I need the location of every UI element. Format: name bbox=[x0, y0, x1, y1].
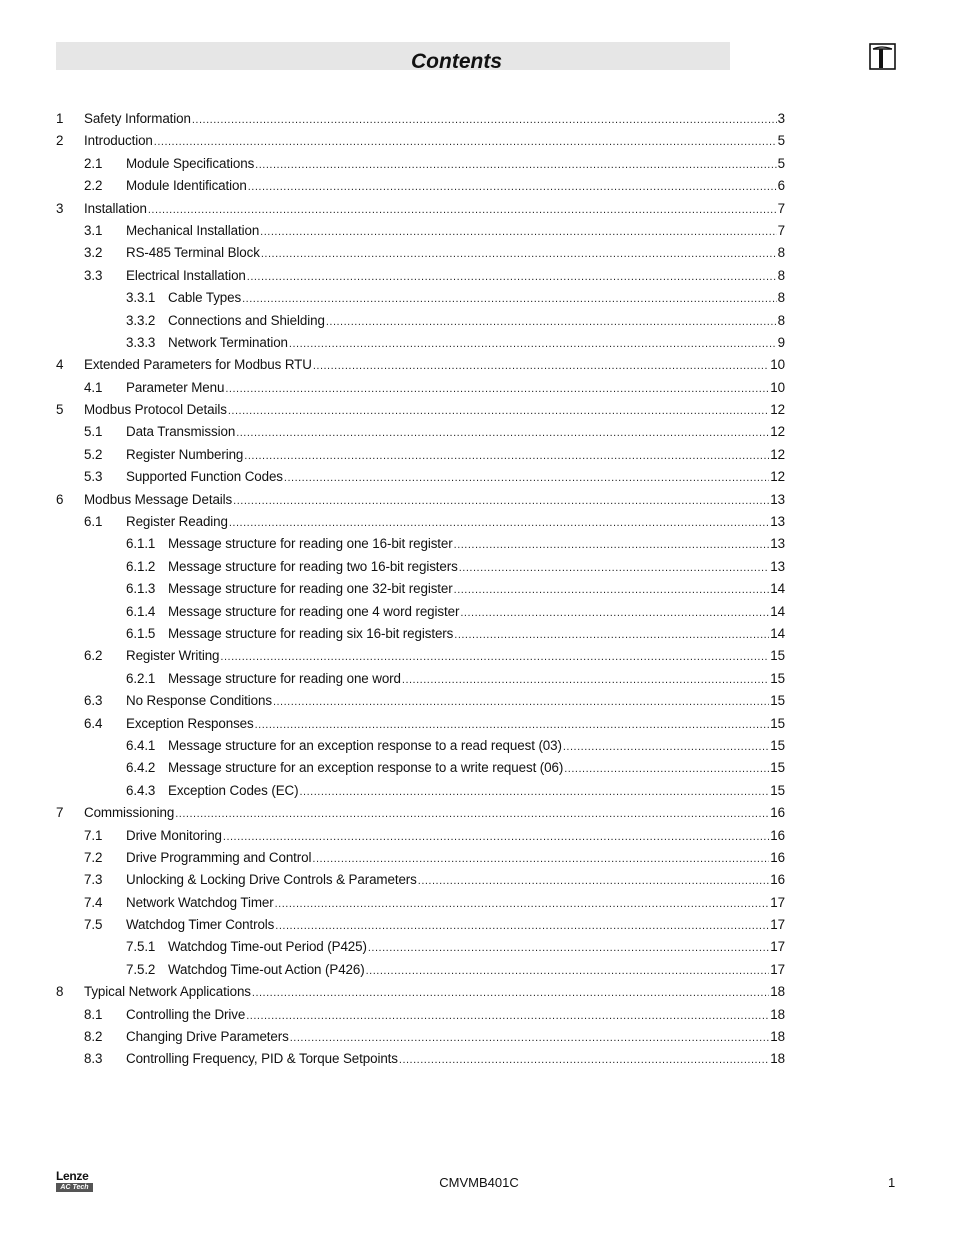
toc-entry[interactable] bbox=[56, 242, 785, 264]
toc-entry[interactable] bbox=[56, 332, 785, 354]
toc-entry-page: 7 bbox=[777, 200, 785, 216]
toc-entry[interactable] bbox=[56, 533, 785, 555]
toc-entry-line bbox=[126, 713, 785, 736]
toc-entry-number: 3 bbox=[56, 200, 64, 216]
toc-entry-title: Drive Programming and Control bbox=[126, 849, 312, 865]
toc-entry-page: 5 bbox=[777, 133, 785, 149]
toc-entry-page: 18 bbox=[770, 1029, 785, 1045]
logo-name: Lenze bbox=[56, 1169, 89, 1183]
toc-entry-number: 3.3.3 bbox=[126, 334, 156, 350]
toc-entry-page: 12 bbox=[770, 469, 785, 485]
toc-entry-number: 3.3.2 bbox=[126, 312, 156, 328]
dot-leader bbox=[275, 893, 770, 915]
toc-entry-number: 3.1 bbox=[84, 222, 103, 238]
toc-entry-number: 6 bbox=[56, 491, 64, 507]
toc-entry[interactable] bbox=[56, 713, 785, 735]
toc-entry-number: 4.1 bbox=[84, 379, 103, 395]
toc-entry-number: 2.2 bbox=[84, 178, 103, 194]
toc-entry-title: Supported Function Codes bbox=[126, 469, 283, 485]
toc-entry-number: 8.3 bbox=[84, 1051, 103, 1067]
dot-leader bbox=[192, 109, 777, 131]
toc-entry-number: 6.2.1 bbox=[126, 670, 156, 686]
toc-entry[interactable] bbox=[56, 220, 785, 242]
toc-entry-title: Message structure for reading one 4 word register bbox=[168, 603, 460, 619]
toc-entry-title: Network Termination bbox=[168, 334, 288, 350]
toc-entry-line bbox=[126, 421, 785, 444]
toc-entry[interactable] bbox=[56, 489, 785, 511]
toc-entry-title: Unlocking & Locking Drive Controls & Parameters bbox=[126, 872, 417, 888]
dot-leader bbox=[246, 1005, 769, 1027]
toc-entry-title: Cable Types bbox=[168, 290, 242, 306]
toc-entry-page: 12 bbox=[770, 424, 785, 440]
toc-entry[interactable] bbox=[56, 556, 785, 578]
toc-entry-title: Message structure for an exception response to a read request (03) bbox=[168, 737, 562, 753]
toc-entry[interactable] bbox=[56, 690, 785, 712]
dot-leader bbox=[228, 400, 769, 422]
toc-entry-number: 3.3 bbox=[84, 267, 103, 283]
toc-entry-page: 14 bbox=[770, 603, 785, 619]
toc-entry-line bbox=[168, 668, 785, 691]
toc-entry[interactable] bbox=[56, 1004, 785, 1026]
toc-entry-number: 6.4 bbox=[84, 715, 103, 731]
toc-entry-page: 13 bbox=[770, 491, 785, 507]
toc-entry[interactable] bbox=[56, 175, 785, 197]
toc-entry[interactable] bbox=[56, 735, 785, 757]
dot-leader bbox=[273, 691, 769, 713]
toc-entry-page: 16 bbox=[770, 805, 785, 821]
toc-entry-title: RS-485 Terminal Block bbox=[126, 245, 260, 261]
dot-leader bbox=[154, 131, 777, 153]
dot-leader bbox=[368, 937, 769, 959]
toc-entry-title: Watchdog Timer Controls bbox=[126, 917, 275, 933]
toc-entry-line bbox=[168, 936, 785, 959]
toc-entry-number: 6.3 bbox=[84, 693, 103, 709]
toc-entry[interactable] bbox=[56, 198, 785, 220]
toc-entry-title: Data Transmission bbox=[126, 424, 236, 440]
toc-entry-title: Controlling the Drive bbox=[126, 1006, 246, 1022]
toc-entry-line bbox=[84, 198, 785, 221]
dot-leader bbox=[252, 982, 769, 1004]
toc-entry-number: 7.2 bbox=[84, 849, 103, 865]
toc-entry-line bbox=[168, 533, 785, 556]
toc-entry-line bbox=[168, 287, 785, 310]
toc-entry-title: No Response Conditions bbox=[126, 693, 272, 709]
dot-leader bbox=[460, 602, 769, 624]
toc-entry-line bbox=[168, 578, 785, 601]
toc-entry-title: Commissioning bbox=[84, 805, 175, 821]
dot-leader bbox=[290, 1027, 770, 1049]
toc-entry-number: 8.2 bbox=[84, 1029, 103, 1045]
toc-entry-title: Module Identification bbox=[126, 178, 247, 194]
toc-entry-page: 17 bbox=[770, 961, 785, 977]
dot-leader bbox=[299, 781, 769, 803]
toc-entry-title: Register Numbering bbox=[126, 446, 244, 462]
toc-entry-number: 2 bbox=[56, 133, 64, 149]
toc-entry-number: 3.2 bbox=[84, 245, 103, 261]
toc-entry-page: 15 bbox=[770, 715, 785, 731]
toc-entry-page: 3 bbox=[777, 111, 785, 126]
toc-entry[interactable] bbox=[56, 265, 785, 287]
toc-entry-line bbox=[126, 265, 785, 288]
toc-entry-number: 8 bbox=[56, 984, 64, 1000]
toc-entry-page: 13 bbox=[770, 558, 785, 574]
toc-entry-line bbox=[168, 310, 785, 333]
toc-entry[interactable] bbox=[56, 936, 785, 958]
dot-leader bbox=[284, 467, 769, 489]
toc-entry-line bbox=[126, 1026, 785, 1049]
dot-leader bbox=[564, 758, 769, 780]
toc-entry[interactable] bbox=[56, 421, 785, 443]
toc-entry-number: 7.1 bbox=[84, 827, 103, 843]
toc-entry-line bbox=[126, 914, 785, 937]
toc-entry-title: Mechanical Installation bbox=[126, 222, 260, 238]
toc-entry-page: 16 bbox=[770, 849, 785, 865]
toc-entry[interactable] bbox=[56, 130, 785, 152]
toc-entry-line bbox=[168, 623, 785, 646]
document-code: CMVMB401C bbox=[439, 1175, 519, 1190]
toc-entry-page: 15 bbox=[770, 670, 785, 686]
toc-entry[interactable] bbox=[56, 780, 785, 802]
toc-entry-title: Message structure for reading six 16-bit registers bbox=[168, 625, 454, 641]
page-title: Contents bbox=[411, 50, 502, 73]
toc-entry-line bbox=[84, 108, 785, 131]
toc-entry[interactable] bbox=[56, 601, 785, 623]
toc-entry-page: 15 bbox=[770, 648, 785, 664]
dot-leader bbox=[242, 288, 777, 310]
toc-entry-page: 15 bbox=[770, 760, 785, 776]
toc-entry-line bbox=[126, 511, 785, 534]
toc-entry[interactable] bbox=[56, 959, 785, 981]
toc-entry-title: Network Watchdog Timer bbox=[126, 894, 274, 910]
toc-entry-line bbox=[126, 825, 785, 848]
toc-entry-title: Modbus Message Details bbox=[84, 491, 233, 507]
toc-entry-title: Introduction bbox=[84, 133, 153, 149]
toc-entry-line bbox=[84, 981, 785, 1004]
toc-entry[interactable] bbox=[56, 354, 785, 376]
toc-entry[interactable] bbox=[56, 1026, 785, 1048]
toc-entry-line bbox=[126, 466, 785, 489]
toc-entry-line bbox=[126, 444, 785, 467]
toc-entry-page: 14 bbox=[770, 581, 785, 597]
table-of-contents bbox=[56, 108, 785, 1071]
toc-entry[interactable] bbox=[56, 466, 785, 488]
toc-entry-page: 18 bbox=[770, 984, 785, 1000]
toc-entry-number: 6.1.2 bbox=[126, 558, 156, 574]
dot-leader bbox=[244, 445, 769, 467]
toc-entry-line bbox=[126, 690, 785, 713]
toc-entry-number: 6.1 bbox=[84, 514, 103, 530]
toc-entry-title: Message structure for an exception response to a write request (06) bbox=[168, 760, 564, 776]
toc-entry-number: 6.1.5 bbox=[126, 625, 156, 641]
toc-entry-line bbox=[168, 780, 785, 803]
toc-entry-line bbox=[84, 802, 785, 825]
toc-entry-line bbox=[126, 153, 785, 176]
toc-entry-number: 5 bbox=[56, 402, 64, 418]
dot-leader bbox=[454, 579, 770, 601]
toc-entry[interactable] bbox=[56, 108, 785, 130]
dot-leader bbox=[275, 915, 769, 937]
dot-leader bbox=[402, 669, 769, 691]
toc-entry-number: 7 bbox=[56, 805, 64, 821]
toc-entry-title: Modbus Protocol Details bbox=[84, 402, 227, 418]
toc-entry-title: Register Reading bbox=[126, 514, 228, 530]
toc-entry-page: 15 bbox=[770, 782, 785, 798]
toc-entry-line bbox=[126, 1048, 785, 1071]
dot-leader bbox=[563, 736, 769, 758]
toc-entry[interactable] bbox=[56, 399, 785, 421]
toc-entry-page: 17 bbox=[770, 939, 785, 955]
toc-entry-number: 8.1 bbox=[84, 1006, 103, 1022]
page-number: 1 bbox=[888, 1175, 896, 1190]
toc-entry-page: 16 bbox=[770, 872, 785, 888]
toc-entry-page: 8 bbox=[777, 312, 785, 328]
dot-leader bbox=[313, 355, 769, 377]
toc-entry-page: 18 bbox=[770, 1051, 785, 1067]
toc-entry-line bbox=[168, 959, 785, 982]
toc-entry-title: Watchdog Time-out Action (P426) bbox=[168, 961, 365, 977]
toc-entry-number: 1 bbox=[56, 111, 64, 126]
toc-entry-line bbox=[126, 175, 785, 198]
toc-entry-title: Parameter Menu bbox=[126, 379, 225, 395]
toc-entry[interactable] bbox=[56, 623, 785, 645]
toc-entry-number: 7.5.1 bbox=[126, 939, 156, 955]
dot-leader bbox=[175, 803, 769, 825]
toc-entry-page: 15 bbox=[770, 693, 785, 709]
toc-entry-line bbox=[168, 556, 785, 579]
dot-leader bbox=[399, 1049, 769, 1071]
toc-entry-page: 13 bbox=[770, 514, 785, 530]
dot-leader bbox=[223, 826, 769, 848]
toc-entry-line bbox=[168, 735, 785, 758]
toc-entry[interactable] bbox=[56, 668, 785, 690]
toc-entry-title: Message structure for reading one 32-bit register bbox=[168, 581, 453, 597]
toc-entry-title: Message structure for reading two 16-bit registers bbox=[168, 558, 458, 574]
toc-entry[interactable] bbox=[56, 578, 785, 600]
toc-entry-page: 9 bbox=[777, 334, 785, 350]
toc-entry-page: 17 bbox=[770, 917, 785, 933]
toc-entry-number: 5.2 bbox=[84, 446, 103, 462]
contents-title-bar bbox=[56, 42, 730, 73]
toc-entry[interactable] bbox=[56, 825, 785, 847]
dot-leader bbox=[261, 243, 777, 265]
toc-entry-title: Exception Codes (EC) bbox=[168, 782, 299, 798]
toc-entry-page: 16 bbox=[770, 827, 785, 843]
dot-leader bbox=[459, 557, 770, 579]
dot-leader bbox=[220, 646, 769, 668]
toc-entry[interactable] bbox=[56, 377, 785, 399]
toc-entry-line bbox=[126, 645, 785, 668]
toc-entry-title: Drive Monitoring bbox=[126, 827, 222, 843]
toc-entry-title: Controlling Frequency, PID & Torque Setpoints bbox=[126, 1051, 398, 1067]
toc-entry-number: 7.5.2 bbox=[126, 961, 156, 977]
toc-entry-number: 3.3.1 bbox=[126, 290, 156, 306]
toc-entry-title: Extended Parameters for Modbus RTU bbox=[84, 357, 312, 373]
toc-entry[interactable] bbox=[56, 914, 785, 936]
toc-entry-line bbox=[126, 892, 785, 915]
toc-entry-line bbox=[126, 1004, 785, 1027]
dot-leader bbox=[255, 154, 776, 176]
toc-entry-line bbox=[84, 130, 785, 153]
toc-entry-title: Changing Drive Parameters bbox=[126, 1029, 289, 1045]
toc-entry-number: 6.1.3 bbox=[126, 581, 156, 597]
toc-entry[interactable] bbox=[56, 153, 785, 175]
dot-leader bbox=[260, 221, 776, 243]
toc-entry-line bbox=[168, 332, 785, 355]
toc-entry-page: 13 bbox=[770, 536, 785, 552]
toc-entry-title: Message structure for reading one 16-bit register bbox=[168, 536, 453, 552]
toc-entry-page: 10 bbox=[770, 357, 785, 373]
toc-entry-number: 5.1 bbox=[84, 424, 103, 440]
toc-entry-title: Watchdog Time-out Period (P425) bbox=[168, 939, 367, 955]
toc-entry-number: 7.5 bbox=[84, 917, 103, 933]
dot-leader bbox=[326, 311, 777, 333]
toc-entry-number: 7.4 bbox=[84, 894, 103, 910]
dot-leader bbox=[148, 199, 777, 221]
toc-entry-number: 6.4.2 bbox=[126, 760, 156, 776]
toc-entry-page: 6 bbox=[777, 178, 785, 194]
toc-entry-title: Module Specifications bbox=[126, 155, 255, 171]
toc-entry-page: 8 bbox=[777, 290, 785, 306]
toc-entry-line bbox=[126, 847, 785, 870]
toc-entry-line bbox=[126, 242, 785, 265]
toc-entry-number: 5.3 bbox=[84, 469, 103, 485]
toc-entry-line bbox=[126, 377, 785, 400]
toc-entry-line bbox=[84, 489, 785, 512]
toc-entry-page: 18 bbox=[770, 1006, 785, 1022]
toc-entry-page: 8 bbox=[777, 245, 785, 261]
dot-leader bbox=[366, 960, 770, 982]
toc-entry-line bbox=[126, 869, 785, 892]
toc-entry[interactable] bbox=[56, 757, 785, 779]
toc-entry[interactable] bbox=[56, 444, 785, 466]
toc-entry-title: Connections and Shielding bbox=[168, 312, 325, 328]
toc-entry-page: 12 bbox=[770, 402, 785, 418]
toc-entry-page: 14 bbox=[770, 625, 785, 641]
toc-entry-line bbox=[84, 354, 785, 377]
toc-entry[interactable] bbox=[56, 892, 785, 914]
toc-entry-title: Exception Responses bbox=[126, 715, 254, 731]
toc-entry-line bbox=[168, 601, 785, 624]
dot-leader bbox=[418, 870, 770, 892]
toc-entry-page: 10 bbox=[770, 379, 785, 395]
dot-leader bbox=[454, 534, 770, 556]
toc-entry-page: 7 bbox=[777, 222, 785, 238]
toc-entry-number: 6.1.1 bbox=[126, 536, 156, 552]
toc-entry-number: 2.1 bbox=[84, 155, 103, 171]
toc-entry[interactable] bbox=[56, 645, 785, 667]
manual-tab-icon bbox=[869, 43, 896, 70]
toc-entry-number: 7.3 bbox=[84, 872, 103, 888]
toc-entry-number: 6.2 bbox=[84, 648, 103, 664]
dot-leader bbox=[236, 422, 769, 444]
dot-leader bbox=[255, 714, 770, 736]
toc-entry[interactable] bbox=[56, 1048, 785, 1070]
dot-leader bbox=[247, 266, 777, 288]
toc-entry-number: 6.1.4 bbox=[126, 603, 156, 619]
toc-entry-line bbox=[84, 399, 785, 422]
toc-entry[interactable] bbox=[56, 981, 785, 1003]
toc-entry[interactable] bbox=[56, 511, 785, 533]
toc-entry-title: Installation bbox=[84, 200, 147, 216]
toc-entry-page: 5 bbox=[777, 155, 785, 171]
toc-entry-title: Message structure for reading one word bbox=[168, 670, 401, 686]
toc-entry[interactable] bbox=[56, 847, 785, 869]
toc-entry-line bbox=[168, 757, 785, 780]
toc-entry-number: 6.4.3 bbox=[126, 782, 156, 798]
toc-entry-title: Safety Information bbox=[84, 111, 191, 126]
logo-sub: AC Tech bbox=[56, 1183, 93, 1192]
dot-leader bbox=[248, 176, 777, 198]
toc-entry-page: 15 bbox=[770, 737, 785, 753]
toc-entry[interactable] bbox=[56, 802, 785, 824]
toc-entry[interactable] bbox=[56, 869, 785, 891]
toc-entry-page: 8 bbox=[777, 267, 785, 283]
toc-entry-title: Register Writing bbox=[126, 648, 220, 664]
dot-leader bbox=[225, 378, 769, 400]
dot-leader bbox=[312, 848, 769, 870]
toc-entry-number: 4 bbox=[56, 357, 64, 373]
toc-entry-page: 12 bbox=[770, 446, 785, 462]
toc-entry[interactable] bbox=[56, 287, 785, 309]
dot-leader bbox=[289, 333, 777, 355]
toc-entry-title: Typical Network Applications bbox=[84, 984, 251, 1000]
dot-leader bbox=[229, 512, 769, 534]
toc-entry[interactable] bbox=[56, 310, 785, 332]
dot-leader bbox=[233, 490, 769, 512]
toc-entry-title: Electrical Installation bbox=[126, 267, 246, 283]
dot-leader bbox=[454, 624, 769, 646]
toc-entry-number: 6.4.1 bbox=[126, 737, 156, 753]
toc-entry-page: 17 bbox=[770, 894, 785, 910]
toc-entry-line bbox=[126, 220, 785, 243]
